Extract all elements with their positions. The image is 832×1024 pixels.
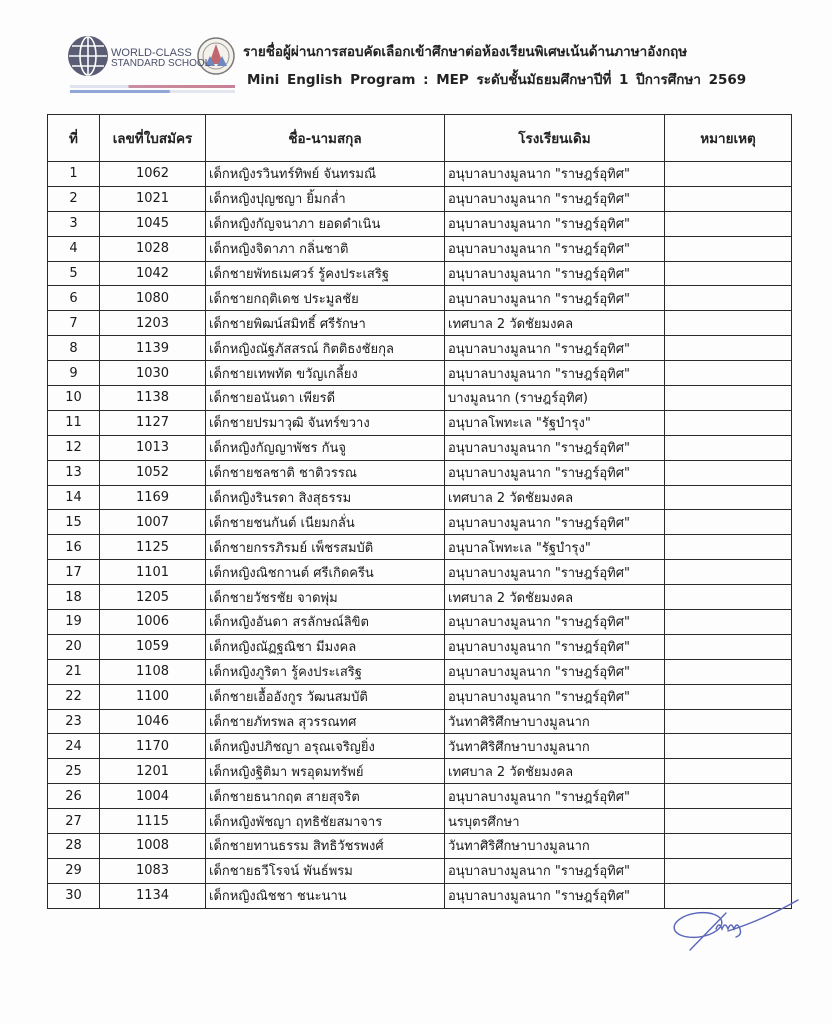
remarks [665,186,792,211]
previous-school: อนุบาลบางมูลนาก "ราษฎร์อุทิศ" [445,883,665,908]
student-name: เด็กหญิงพัชญา ฤทธิชัยสมาจาร [206,809,445,834]
application-number: 1139 [100,336,206,361]
student-name: เด็กหญิงณัฐภัสสรณ์ กิตติธงชัยกุล [206,336,445,361]
application-number: 1008 [100,834,206,859]
row-number: 27 [48,809,100,834]
student-name: เด็กชายอนันดา เพียรดี [206,386,445,411]
table-row [48,734,792,759]
application-number: 1108 [100,659,206,684]
student-name: เด็กหญิงฐิติมา พรอุดมทรัพย์ [206,759,445,784]
previous-school: อนุบาลบางมูลนาก "ราษฎร์อุทิศ" [445,186,665,211]
student-name: เด็กหญิงรินรดา สิงสุธรรม [206,485,445,510]
application-number: 1101 [100,560,206,585]
table-row [48,634,792,659]
application-number: 1013 [100,435,206,460]
table-row [48,659,792,684]
row-number: 18 [48,585,100,610]
remarks [665,336,792,361]
application-number: 1004 [100,784,206,809]
remarks [665,236,792,261]
logo-stripe-blue [70,90,235,93]
student-name: เด็กหญิงจิดาภา กลิ่นชาติ [206,236,445,261]
previous-school: อนุบาลบางมูลนาก "ราษฎร์อุทิศ" [445,634,665,659]
row-number: 6 [48,286,100,311]
column-header-number: ที่ [48,115,100,162]
student-name: เด็กหญิงณิชกานต์ ศรีเกิดครีน [206,560,445,585]
application-number: 1205 [100,585,206,610]
previous-school: อนุบาลบางมูลนาก "ราษฎร์อุทิศ" [445,684,665,709]
previous-school: อนุบาลบางมูลนาก "ราษฎร์อุทิศ" [445,659,665,684]
student-name: เด็กหญิงปภิชญา อรุณเจริญยิ่ง [206,734,445,759]
remarks [665,361,792,386]
application-number: 1062 [100,162,206,187]
row-number: 16 [48,535,100,560]
row-number: 14 [48,485,100,510]
application-number: 1201 [100,759,206,784]
logo-text-line1: WORLD-CLASS [111,47,192,59]
previous-school: บางมูลนาก (ราษฎร์อุทิศ) [445,386,665,411]
remarks [665,386,792,411]
student-name: เด็กชายทานธรรม สิทธิวัชรพงศ์ [206,834,445,859]
remarks [665,535,792,560]
student-name: เด็กหญิงรวินทร์ทิพย์ จันทรมณี [206,162,445,187]
previous-school: อนุบาลบางมูลนาก "ราษฎร์อุทิศ" [445,286,665,311]
table-row [48,386,792,411]
previous-school: อนุบาลบางมูลนาก "ราษฎร์อุทิศ" [445,510,665,535]
previous-school: อนุบาลบางมูลนาก "ราษฎร์อุทิศ" [445,610,665,635]
application-number: 1030 [100,361,206,386]
application-number: 1046 [100,709,206,734]
table-row [48,510,792,535]
application-number: 1100 [100,684,206,709]
application-number: 1028 [100,236,206,261]
row-number: 26 [48,784,100,809]
student-name: เด็กชายภัทรพล สุวรรณทศ [206,709,445,734]
remarks [665,684,792,709]
document-title: รายชื่อผู้ผ่านการสอบคัดเลือกเข้าศึกษาต่อห้องเรียนพิเศษเน้นด้านภาษาอังกฤษ [243,44,688,60]
student-name: เด็กหญิงปุญชญา ยิ้มกล่ำ [206,186,445,211]
student-name: เด็กชายกฤติเดช ประมูลชัย [206,286,445,311]
row-number: 23 [48,709,100,734]
student-name: เด็กหญิงภูริตา รู้คงประเสริฐ [206,659,445,684]
table-row [48,410,792,435]
student-name: เด็กชายธนากฤต สายสุจริต [206,784,445,809]
table-row [48,809,792,834]
row-number: 1 [48,162,100,187]
remarks [665,162,792,187]
application-number: 1170 [100,734,206,759]
student-name: เด็กหญิงณิชชา ชนะนาน [206,883,445,908]
application-number: 1045 [100,211,206,236]
previous-school: อนุบาลบางมูลนาก "ราษฎร์อุทิศ" [445,460,665,485]
column-header-remarks: หมายเหตุ [665,115,792,162]
application-number: 1006 [100,610,206,635]
table-row [48,834,792,859]
school-logo [64,34,244,96]
row-number: 10 [48,386,100,411]
application-number: 1083 [100,858,206,883]
row-number: 15 [48,510,100,535]
table-row [48,684,792,709]
student-name: เด็กชายวัชรชัย จาดพุ่ม [206,585,445,610]
remarks [665,659,792,684]
remarks [665,261,792,286]
table-row [48,261,792,286]
signature-icon [668,895,808,975]
student-name: เด็กชายพิฒน์สมิทธิ์ ศรีรักษา [206,311,445,336]
column-header-full-name: ชื่อ-นามสกุล [206,115,445,162]
row-number: 28 [48,834,100,859]
application-number: 1115 [100,809,206,834]
row-number: 13 [48,460,100,485]
previous-school: เทศบาล 2 วัดชัยมงคล [445,311,665,336]
row-number: 12 [48,435,100,460]
previous-school: เทศบาล 2 วัดชัยมงคล [445,485,665,510]
table-row [48,485,792,510]
application-number: 1021 [100,186,206,211]
application-number: 1059 [100,634,206,659]
remarks [665,709,792,734]
previous-school: อนุบาลบางมูลนาก "ราษฎร์อุทิศ" [445,336,665,361]
table-row [48,460,792,485]
row-number: 9 [48,361,100,386]
application-number: 1127 [100,410,206,435]
student-name: เด็กชายชลชาติ ชาติวรรณ [206,460,445,485]
previous-school: อนุบาลบางมูลนาก "ราษฎร์อุทิศ" [445,236,665,261]
student-name: เด็กชายพัทธเมศวร์ รู้คงประเสริฐ [206,261,445,286]
row-number: 2 [48,186,100,211]
table-row [48,162,792,187]
row-number: 30 [48,883,100,908]
table-header-row [48,115,792,162]
row-number: 3 [48,211,100,236]
row-number: 21 [48,659,100,684]
remarks [665,510,792,535]
application-number: 1169 [100,485,206,510]
remarks [665,784,792,809]
application-number: 1125 [100,535,206,560]
table-row [48,709,792,734]
row-number: 11 [48,410,100,435]
application-number: 1052 [100,460,206,485]
application-number: 1042 [100,261,206,286]
previous-school: เทศบาล 2 วัดชัยมงคล [445,759,665,784]
student-name: เด็กชายเทพทัต ขวัญเกลี้ยง [206,361,445,386]
student-name: เด็กชายเอื้ออังกูร วัฒนสมบัติ [206,684,445,709]
remarks [665,560,792,585]
student-name: เด็กหญิงกัญจนาภา ยอดดำเนิน [206,211,445,236]
column-header-previous-school: โรงเรียนเดิม [445,115,665,162]
table-row [48,560,792,585]
previous-school: เทศบาล 2 วัดชัยมงคล [445,585,665,610]
previous-school: อนุบาลบางมูลนาก "ราษฎร์อุทิศ" [445,361,665,386]
row-number: 19 [48,610,100,635]
table-row [48,286,792,311]
column-header-application-no: เลขที่ใบสมัคร [100,115,206,162]
remarks [665,410,792,435]
student-name: เด็กหญิงกัญญาพัชร กันจู [206,435,445,460]
table-body [48,162,792,909]
table-row [48,535,792,560]
row-number: 29 [48,858,100,883]
previous-school: วันทาศิริศึกษาบางมูลนาก [445,834,665,859]
row-number: 25 [48,759,100,784]
student-name: เด็กชายชนกันต์ เนียมกลั่น [206,510,445,535]
table-row [48,610,792,635]
previous-school: นรบุตรศึกษา [445,809,665,834]
student-name: เด็กหญิงอันดา สรลักษณ์ลิขิต [206,610,445,635]
row-number: 7 [48,311,100,336]
student-name: เด็กชายธวีโรจน์ พันธ์พรม [206,858,445,883]
remarks [665,435,792,460]
row-number: 17 [48,560,100,585]
remarks [665,858,792,883]
application-number: 1138 [100,386,206,411]
previous-school: อนุบาลบางมูลนาก "ราษฎร์อุทิศ" [445,261,665,286]
table-row [48,585,792,610]
candidates-table [47,114,792,909]
previous-school: วันทาศิริศึกษาบางมูลนาก [445,734,665,759]
student-name: เด็กชายกรรภิรมย์ เพ็ชรสมบัติ [206,535,445,560]
table-row [48,784,792,809]
table-row [48,435,792,460]
previous-school: อนุบาลบางมูลนาก "ราษฎร์อุทิศ" [445,435,665,460]
table-row [48,311,792,336]
remarks [665,834,792,859]
table-row [48,186,792,211]
remarks [665,634,792,659]
row-number: 5 [48,261,100,286]
row-number: 22 [48,684,100,709]
remarks [665,610,792,635]
table-row [48,361,792,386]
remarks [665,585,792,610]
application-number: 1203 [100,311,206,336]
previous-school: อนุบาลบางมูลนาก "ราษฎร์อุทิศ" [445,211,665,236]
student-name: เด็กชายปรมาวุฒิ จันทร์ขวาง [206,410,445,435]
remarks [665,485,792,510]
previous-school: อนุบาลบางมูลนาก "ราษฎร์อุทิศ" [445,560,665,585]
previous-school: อนุบาลบางมูลนาก "ราษฎร์อุทิศ" [445,162,665,187]
remarks [665,809,792,834]
row-number: 24 [48,734,100,759]
previous-school: อนุบาลบางมูลนาก "ราษฎร์อุทิศ" [445,858,665,883]
row-number: 4 [48,236,100,261]
remarks [665,734,792,759]
application-number: 1134 [100,883,206,908]
document-subtitle: Mini English Program : MEP ระดับชั้นมัธยมศึกษาปีที่ 1 ปีการศึกษา 2569 [247,72,747,88]
table-row [48,211,792,236]
table-row [48,336,792,361]
previous-school: อนุบาลโพทะเล "รัฐบำรุง" [445,410,665,435]
table-row [48,858,792,883]
table-row [48,759,792,784]
row-number: 8 [48,336,100,361]
remarks [665,460,792,485]
logo-stripe-red [70,85,235,88]
application-number: 1080 [100,286,206,311]
remarks [665,211,792,236]
application-number: 1007 [100,510,206,535]
logo-text-line2: STANDARD SCHOOL [111,58,211,69]
row-number: 20 [48,634,100,659]
previous-school: อนุบาลบางมูลนาก "ราษฎร์อุทิศ" [445,784,665,809]
previous-school: อนุบาลโพทะเล "รัฐบำรุง" [445,535,665,560]
previous-school: วันทาศิริศึกษาบางมูลนาก [445,709,665,734]
remarks [665,311,792,336]
remarks [665,759,792,784]
student-name: เด็กหญิงณัฏฐณิชา มีมงคล [206,634,445,659]
table-row [48,236,792,261]
remarks [665,286,792,311]
